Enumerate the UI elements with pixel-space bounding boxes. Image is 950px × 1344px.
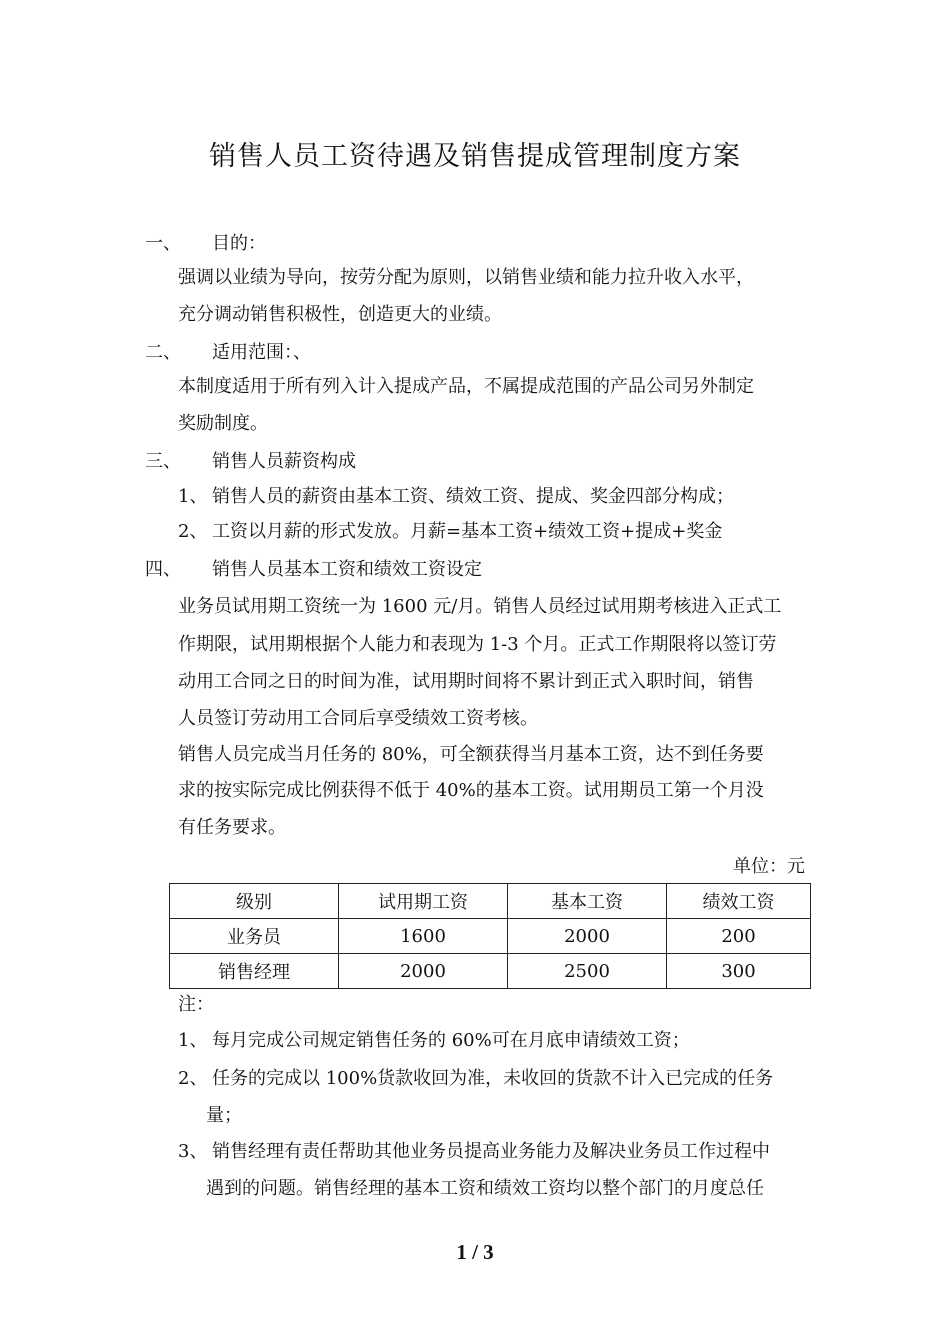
list-item-number: 1、: [178, 486, 208, 507]
salary-table: [169, 883, 811, 989]
note-number: 2、: [178, 1068, 208, 1089]
note-line: 每月完成公司规定销售任务的 60%可在月底申请绩效工资；: [212, 1030, 690, 1051]
note-line: 任务的完成以 100%货款收回为准，未收回的货款不计入已完成的任务: [212, 1068, 774, 1089]
section-heading: 销售人员基本工资和绩效工资设定: [212, 559, 482, 580]
section-number: 二、: [145, 342, 181, 363]
paragraph-line: 作期限，试用期根据个人能力和表现为 1-3 个月。正式工作期限将以签订劳: [178, 634, 777, 655]
table-row: [170, 919, 811, 954]
section-heading: 目的：: [212, 233, 266, 254]
notes-label: 注：: [178, 994, 214, 1015]
note-line: 量；: [206, 1105, 242, 1126]
paragraph-line: 充分调动销售积极性，创造更大的业绩。: [178, 304, 502, 325]
table-cell: 2500: [508, 954, 667, 989]
table-header-cell: 级别: [170, 884, 339, 919]
section-number: 四、: [145, 559, 181, 580]
page-number: 1 / 3: [456, 1240, 494, 1264]
note-number: 3、: [178, 1141, 208, 1162]
paragraph-line: 动用工合同之日的时间为准，试用期时间将不累计到正式入职时间，销售: [178, 671, 754, 692]
table-cell: 1600: [339, 919, 508, 954]
paragraph-line: 业务员试用期工资统一为 1600 元/月。销售人员经过试用期考核进入正式工: [178, 596, 782, 617]
note-line: 遇到的问题。销售经理的基本工资和绩效工资均以整个部门的月度总任: [206, 1178, 764, 1199]
table-header-cell: 绩效工资: [667, 884, 811, 919]
paragraph-line: 求的按实际完成比例获得不低于 40%的基本工资。试用期员工第一个月没: [178, 780, 764, 801]
paragraph-line: 本制度适用于所有列入计入提成产品，不属提成范围的产品公司另外制定: [178, 376, 754, 397]
paragraph-line: 强调以业绩为导向，按劳分配为原则，以销售业绩和能力拉升收入水平，: [178, 267, 754, 288]
section-number: 三、: [145, 451, 181, 472]
table-cell: 200: [667, 919, 811, 954]
paragraph-line: 奖励制度。: [178, 413, 268, 434]
section-number: 一、: [145, 233, 181, 254]
section-heading: 销售人员薪资构成: [212, 451, 356, 472]
list-item-text: 工资以月薪的形式发放。月薪=基本工资+绩效工资+提成+奖金: [212, 521, 723, 542]
table-header-cell: 试用期工资: [339, 884, 508, 919]
paragraph-line: 人员签订劳动用工合同后享受绩效工资考核。: [178, 708, 538, 729]
document-title: 销售人员工资待遇及销售提成管理制度方案: [209, 141, 741, 172]
table-cell: 销售经理: [170, 954, 339, 989]
table-cell: 2000: [508, 919, 667, 954]
paragraph-line: 有任务要求。: [178, 817, 286, 838]
paragraph-line: 销售人员完成当月任务的 80%，可全额获得当月基本工资，达不到任务要: [178, 744, 764, 765]
section-heading: 适用范围：、: [212, 342, 311, 363]
table-cell: 2000: [339, 954, 508, 989]
table-cell: 业务员: [170, 919, 339, 954]
table-header-row: [170, 884, 811, 919]
note-line: 销售经理有责任帮助其他业务员提高业务能力及解决业务员工作过程中: [212, 1141, 770, 1162]
list-item-number: 2、: [178, 521, 208, 542]
table-header-cell: 基本工资: [508, 884, 667, 919]
table-row: [170, 954, 811, 989]
table-cell: 300: [667, 954, 811, 989]
list-item-text: 销售人员的薪资由基本工资、绩效工资、提成、奖金四部分构成；: [212, 486, 734, 507]
note-number: 1、: [178, 1030, 208, 1051]
unit-label: 单位：元: [733, 856, 805, 877]
